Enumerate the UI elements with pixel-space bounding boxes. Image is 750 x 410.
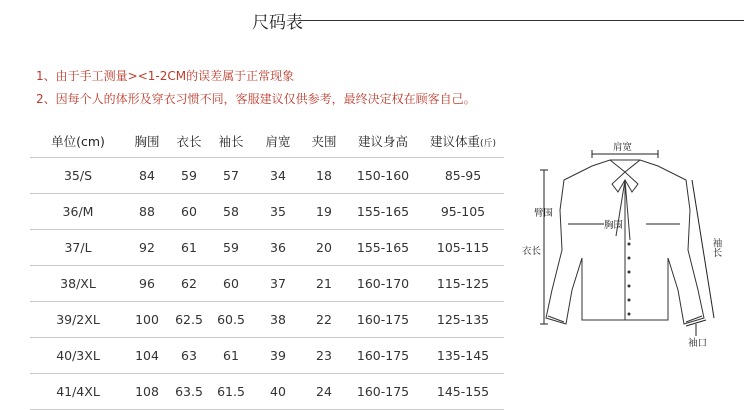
shirt-diagram	[508, 140, 746, 355]
cell-shoulder: 38	[252, 302, 304, 338]
cell-armhole: 24	[304, 374, 344, 410]
cell-armhole: 23	[304, 338, 344, 374]
cell-length: 60	[168, 194, 210, 230]
cell-height: 160-175	[344, 374, 422, 410]
header-weight	[422, 124, 504, 158]
shirt-button	[628, 299, 631, 302]
cell-weight: 145-155	[422, 374, 504, 410]
cell-sleeve: 59	[210, 230, 252, 266]
cell-chest: 100	[126, 302, 168, 338]
shirt-button	[628, 257, 631, 260]
diagram-label-shoulder: 肩宽	[613, 142, 633, 153]
shirt-button	[628, 285, 631, 288]
cell-chest: 96	[126, 266, 168, 302]
cell-chest: 92	[126, 230, 168, 266]
diagram-label-armhole: 臂围	[534, 208, 554, 219]
table-row	[30, 230, 504, 266]
bow-ties	[616, 180, 630, 240]
cell-height: 160-175	[344, 338, 422, 374]
note-measurement-error: 1、由于手工测量><1-2CM的误差属于正常现象	[36, 69, 295, 83]
header-unit: 单位(cm)	[51, 133, 105, 149]
cell-weight: 125-135	[422, 302, 504, 338]
cell-size: 41/4XL	[30, 374, 126, 410]
cell-armhole: 19	[304, 194, 344, 230]
cell-length: 63	[168, 338, 210, 374]
cell-height: 150-160	[344, 158, 422, 194]
size-table-header	[30, 124, 504, 158]
cell-length: 62	[168, 266, 210, 302]
table-row	[30, 194, 504, 230]
cell-sleeve: 60.5	[210, 302, 252, 338]
cell-sleeve: 60	[210, 266, 252, 302]
cell-height: 155-165	[344, 230, 422, 266]
shirt-button	[628, 313, 631, 316]
cell-chest: 108	[126, 374, 168, 410]
cell-height: 160-170	[344, 266, 422, 302]
cell-sleeve: 57	[210, 158, 252, 194]
cell-size: 39/2XL	[30, 302, 126, 338]
cell-shoulder: 34	[252, 158, 304, 194]
page-title: 尺码表	[252, 13, 303, 33]
cell-armhole: 21	[304, 266, 344, 302]
table-row	[30, 374, 504, 410]
collar-line	[610, 160, 640, 172]
shirt-diagram-svg	[508, 140, 746, 355]
button-dots	[628, 243, 631, 316]
cell-weight: 95-105	[422, 194, 504, 230]
cell-size: 38/XL	[30, 266, 126, 302]
header-shoulder: 肩宽	[265, 133, 291, 149]
title-divider	[298, 20, 744, 21]
cell-weight: 105-115	[422, 230, 504, 266]
header-sleeve: 袖长	[218, 133, 244, 149]
cell-weight: 135-145	[422, 338, 504, 374]
cell-length: 63.5	[168, 374, 210, 410]
cell-length: 62.5	[168, 302, 210, 338]
table-row	[30, 302, 504, 338]
cell-shoulder: 35	[252, 194, 304, 230]
table-row	[30, 266, 504, 302]
cell-weight: 115-125	[422, 266, 504, 302]
cell-shoulder: 39	[252, 338, 304, 374]
header-chest: 胸围	[134, 133, 160, 149]
header-weight-label: 建议体重	[429, 133, 480, 149]
diagram-label-length: 衣长	[522, 246, 542, 257]
diagram-label-sleeve: 袖长	[710, 238, 722, 257]
cell-armhole: 20	[304, 230, 344, 266]
header-length: 衣长	[176, 133, 202, 149]
diagram-label-chest: 胸围	[604, 220, 624, 231]
cell-armhole: 22	[304, 302, 344, 338]
cell-height: 160-175	[344, 302, 422, 338]
cell-sleeve: 61.5	[210, 374, 252, 410]
table-row	[30, 338, 504, 374]
cell-size: 36/M	[30, 194, 126, 230]
table-row	[30, 158, 504, 194]
cell-size: 37/L	[30, 230, 126, 266]
cell-shoulder: 40	[252, 374, 304, 410]
size-table	[30, 124, 504, 410]
shirt-button	[628, 243, 631, 246]
cell-weight: 85-95	[422, 158, 504, 194]
header-weight-unit: (斤)	[479, 138, 497, 149]
cell-chest: 104	[126, 338, 168, 374]
note-advice: 2、因每个人的体形及穿衣习惯不同，客服建议仅供参考，最终决定权在顾客自己。	[36, 92, 476, 106]
header-height: 建议身高	[357, 133, 408, 149]
cell-height: 155-165	[344, 194, 422, 230]
cell-chest: 84	[126, 158, 168, 194]
cell-sleeve: 58	[210, 194, 252, 230]
cell-size: 40/3XL	[30, 338, 126, 374]
cell-length: 61	[168, 230, 210, 266]
shirt-button	[628, 271, 631, 274]
cell-shoulder: 37	[252, 266, 304, 302]
diagram-label-cuff: 袖口	[688, 338, 708, 349]
cell-shoulder: 36	[252, 230, 304, 266]
header-armhole: 夹围	[311, 133, 337, 149]
cell-length: 59	[168, 158, 210, 194]
cell-chest: 88	[126, 194, 168, 230]
cell-sleeve: 61	[210, 338, 252, 374]
cell-size: 35/S	[30, 158, 126, 194]
cell-armhole: 18	[304, 158, 344, 194]
